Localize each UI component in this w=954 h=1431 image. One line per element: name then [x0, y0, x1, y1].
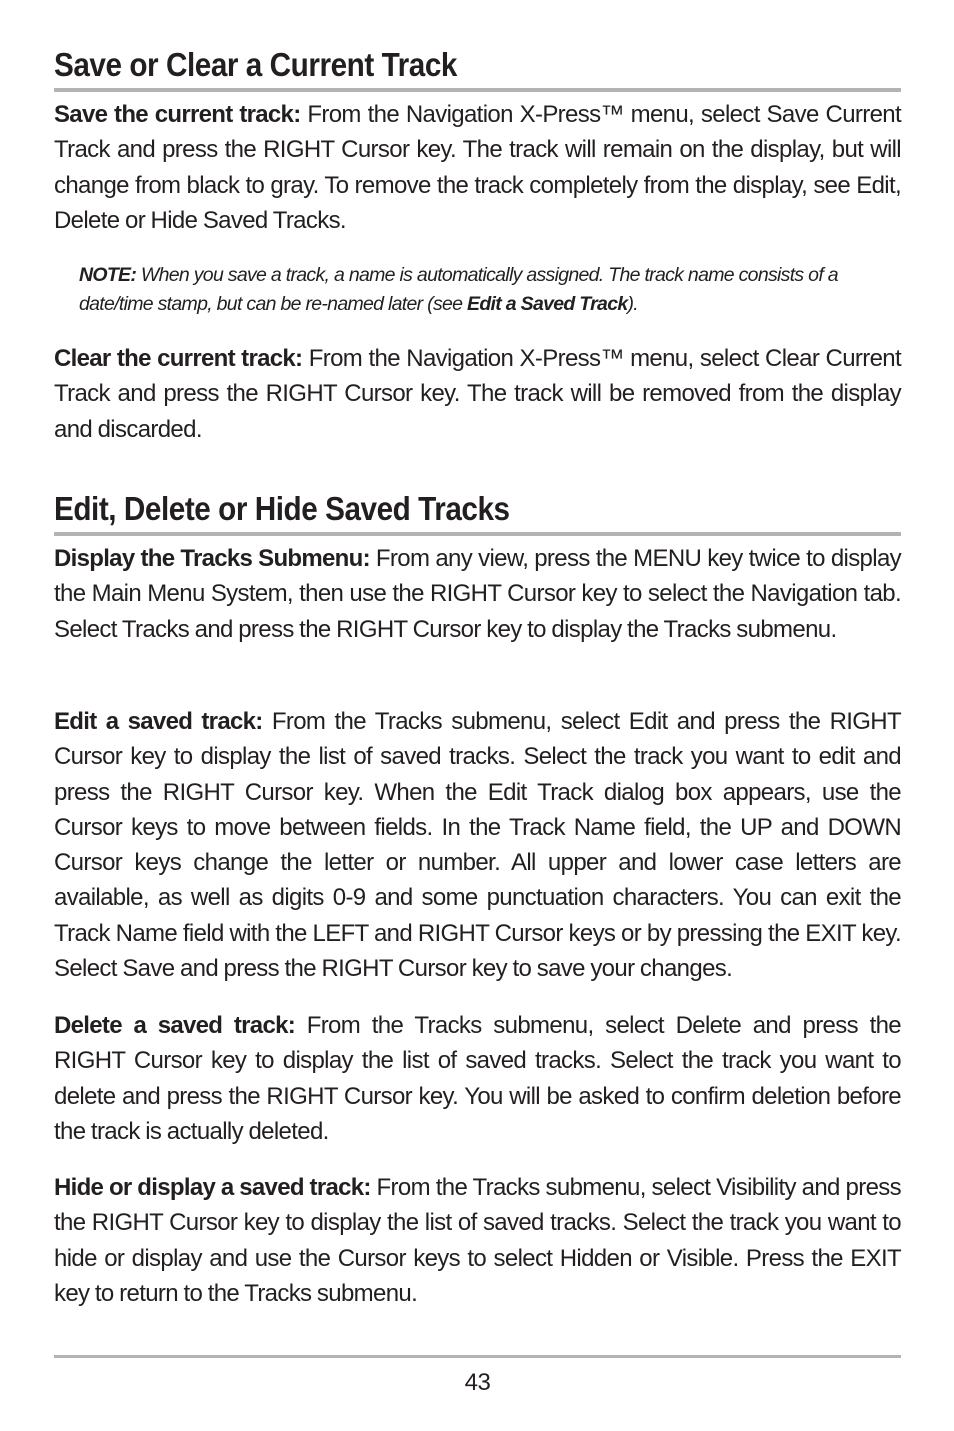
note-tail: ). [627, 293, 639, 315]
paragraph-body: From any view, press the MENU key twice to display the Main Menu System, then use the RIGHT Cursor key to select the Navigation tab. Select Tracks and press the RIGHT Cursor key to display the Tracks submenu. [54, 545, 901, 643]
footer-rule [54, 1355, 901, 1358]
note-body: When you save a track, a name is automatically assigned. The track name consists of a date/time stamp, but can be re-named later (see [79, 264, 838, 315]
paragraph-body: From the Navigation X-Press™ menu, select Clear Current Track and press the RIGHT Cursor key. The track will be removed from the display and discarded. [54, 345, 902, 443]
heading-rule [54, 532, 901, 536]
section-heading-save-clear [54, 46, 901, 84]
section-title: Edit, Delete or Hide Saved Tracks [54, 490, 510, 527]
note-lead: NOTE: [79, 264, 137, 286]
paragraph-body: From the Navigation X-Press™ menu, select Save Current Track and press the RIGHT Cursor key. The track will remain on the display, but will change from black to gray. To remove the track completely from the display, see Edit, Delete or Hide Saved Tracks. [54, 101, 901, 234]
note-paragraph [79, 261, 901, 319]
note-reference: Edit a Saved Track [467, 293, 628, 315]
paragraph-body: From the Tracks submenu, select Delete and press the RIGHT Cursor key to display the list of saved tracks. Select the track you want to delete and press the RIGHT Cursor key. You will be asked to confirm deletion before the track is actually deleted. [54, 1012, 902, 1145]
paragraph-lead: Hide or display a saved track: [54, 1174, 371, 1201]
paragraph-body: From the Tracks submenu, select Visibility and press the RIGHT Cursor key to display the list of saved tracks. Select the track you want to hide or display and use the Cursor keys to select Hidden or Visible. Press the EXIT key to return to the Tracks submenu. [54, 1174, 901, 1307]
paragraph-delete-saved-track [54, 1008, 901, 1149]
paragraph-lead: Delete a saved track: [54, 1012, 296, 1039]
paragraph-save-current-track [54, 97, 901, 238]
paragraph-lead: Clear the current track: [54, 345, 303, 372]
section-heading-edit-delete-hide [54, 490, 901, 528]
paragraph-hide-display-saved-track [54, 1170, 901, 1311]
section-title: Save or Clear a Current Track [54, 46, 457, 83]
paragraph-display-tracks-submenu [54, 541, 901, 647]
heading-rule [54, 88, 901, 92]
paragraph-lead: Display the Tracks Submenu: [54, 545, 370, 572]
paragraph-body: From the Tracks submenu, select Edit and press the RIGHT Cursor key to display the list of saved tracks. Select the track you want to edit and press the RIGHT Cursor key. When the Edit Track dialog box appears, use the Cursor keys to move between fields. In the Track Name field, the UP and DOWN Cursor keys change the letter or number. All upper and lower case letters are available, as well as digits 0-9 and some punctuation characters. You can exit the Track Name field with the LEFT and RIGHT Cursor keys or by pressing the EXIT key. Select Save and press the RIGHT Cursor key to save your changes. [54, 708, 901, 983]
paragraph-lead: Edit a saved track: [54, 708, 263, 735]
page-number: 43 [464, 1369, 491, 1396]
paragraph-lead: Save the current track: [54, 101, 301, 128]
paragraph-edit-saved-track [54, 704, 901, 986]
paragraph-clear-current-track [54, 341, 901, 447]
